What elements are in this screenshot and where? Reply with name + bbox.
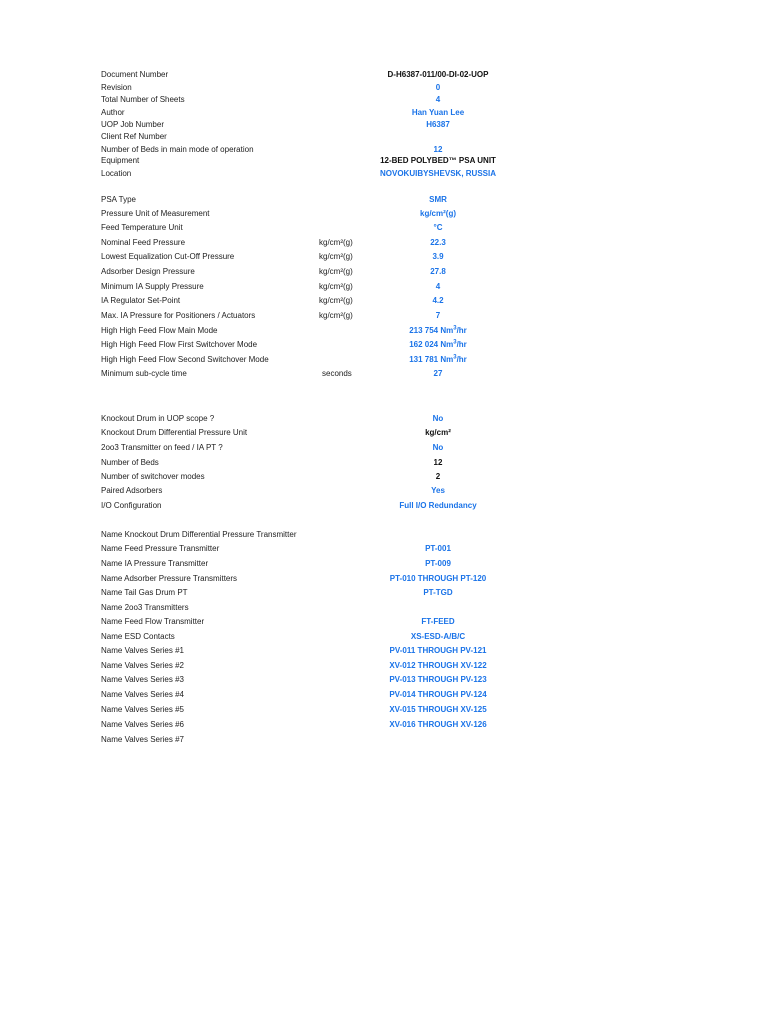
label-name-ia-pt: Name IA Pressure Transmitter bbox=[101, 559, 209, 568]
value-number-of-beds: 12 bbox=[433, 458, 443, 467]
value-lowest-equalization: 3.9 bbox=[432, 252, 444, 261]
label-name-feed-ft: Name Feed Flow Transmitter bbox=[101, 617, 205, 626]
value-uop-job-number: H6387 bbox=[426, 120, 450, 129]
value-name-valves-2: XV-012 THROUGH XV-122 bbox=[389, 661, 487, 670]
row-uop-job-number bbox=[0, 119, 768, 131]
label-hh-feed-second: High High Feed Flow Second Switchover Mode bbox=[101, 355, 269, 364]
row-name-feed-pt bbox=[0, 543, 768, 555]
value-name-tail-gas-pt: PT-TGD bbox=[423, 588, 453, 597]
row-name-valves-6 bbox=[0, 719, 768, 731]
row-max-ia-positioners bbox=[0, 310, 768, 322]
value-ko-drum-dp-unit: kg/cm² bbox=[425, 428, 451, 437]
label-name-valves-5: Name Valves Series #5 bbox=[101, 705, 184, 714]
label-name-2oo3: Name 2oo3 Transmitters bbox=[101, 603, 189, 612]
row-total-sheets bbox=[0, 94, 768, 106]
label-uop-job-number: UOP Job Number bbox=[101, 120, 164, 129]
value-name-feed-pt: PT-001 bbox=[425, 544, 451, 553]
row-name-ia-pt bbox=[0, 558, 768, 570]
row-feed-temp-unit bbox=[0, 222, 768, 234]
row-name-ko-drum-dpt bbox=[0, 529, 768, 541]
value-max-ia-positioners: 7 bbox=[435, 311, 441, 320]
row-revision bbox=[0, 82, 768, 94]
label-switchover-modes: Number of switchover modes bbox=[101, 472, 205, 481]
label-name-esd: Name ESD Contacts bbox=[101, 632, 175, 641]
unit-adsorber-design-pressure: kg/cm²(g) bbox=[319, 267, 353, 276]
row-name-2oo3 bbox=[0, 602, 768, 614]
label-nominal-feed-pressure: Nominal Feed Pressure bbox=[101, 238, 186, 247]
value-psa-type: SMR bbox=[429, 195, 447, 204]
label-name-feed-pt: Name Feed Pressure Transmitter bbox=[101, 544, 220, 553]
label-name-valves-6: Name Valves Series #6 bbox=[101, 720, 184, 729]
value-name-valves-3: PV-013 THROUGH PV-123 bbox=[389, 675, 487, 684]
value-two-oo-three: No bbox=[432, 443, 444, 452]
label-max-ia-positioners: Max. IA Pressure for Positioners / Actuators bbox=[101, 311, 256, 320]
row-name-valves-4 bbox=[0, 689, 768, 701]
value-ia-regulator: 4.2 bbox=[432, 296, 444, 305]
row-name-feed-ft bbox=[0, 616, 768, 628]
unit-min-ia-supply: kg/cm²(g) bbox=[319, 282, 353, 291]
value-name-feed-ft: FT-FEED bbox=[421, 617, 455, 626]
row-name-valves-7 bbox=[0, 734, 768, 746]
unit-ia-regulator: kg/cm²(g) bbox=[319, 296, 353, 305]
unit-min-subcycle: seconds bbox=[322, 369, 352, 378]
row-location bbox=[0, 168, 768, 180]
row-psa-type bbox=[0, 194, 768, 206]
value-pressure-unit: kg/cm²(g) bbox=[420, 209, 456, 218]
row-hh-feed-second bbox=[0, 354, 768, 366]
label-psa-type: PSA Type bbox=[101, 195, 136, 204]
label-io-configuration: I/O Configuration bbox=[101, 501, 162, 510]
label-name-valves-4: Name Valves Series #4 bbox=[101, 690, 184, 699]
row-min-subcycle bbox=[0, 368, 768, 380]
value-name-ia-pt: PT-009 bbox=[425, 559, 451, 568]
value-hh-feed-first: 162 024 Nm$^3$/hr bbox=[409, 339, 467, 349]
label-author: Author bbox=[101, 108, 125, 117]
row-ia-regulator bbox=[0, 295, 768, 307]
label-name-valves-7: Name Valves Series #7 bbox=[101, 735, 184, 744]
row-number-of-beds bbox=[0, 457, 768, 469]
label-name-tail-gas-pt: Name Tail Gas Drum PT bbox=[101, 588, 188, 597]
label-total-sheets: Total Number of Sheets bbox=[101, 95, 185, 104]
value-location: NOVOKUIBYSHEVSK, RUSSIA bbox=[379, 169, 497, 178]
label-location: Location bbox=[101, 169, 132, 178]
label-beds-main-mode: Number of Beds in main mode of operation bbox=[101, 145, 254, 154]
value-paired-adsorbers: Yes bbox=[431, 486, 445, 495]
value-beds-main-mode: 12 bbox=[433, 145, 443, 154]
label-equipment: Equipment bbox=[101, 156, 140, 165]
label-feed-temp-unit: Feed Temperature Unit bbox=[101, 223, 183, 232]
value-io-configuration: Full I/O Redundancy bbox=[399, 501, 477, 510]
value-feed-temp-unit: °C bbox=[433, 223, 443, 232]
label-name-adsorber-pts: Name Adsorber Pressure Transmitters bbox=[101, 574, 238, 583]
row-min-ia-supply bbox=[0, 281, 768, 293]
row-name-valves-3 bbox=[0, 674, 768, 686]
row-ko-drum-dp-unit bbox=[0, 427, 768, 439]
label-number-of-beds: Number of Beds bbox=[101, 458, 159, 467]
row-pressure-unit bbox=[0, 208, 768, 220]
unit-lowest-equalization: kg/cm²(g) bbox=[319, 252, 353, 261]
label-name-valves-1: Name Valves Series #1 bbox=[101, 646, 184, 655]
row-name-valves-2 bbox=[0, 660, 768, 672]
row-lowest-equalization bbox=[0, 251, 768, 263]
value-name-valves-6: XV-016 THROUGH XV-126 bbox=[389, 720, 487, 729]
value-min-ia-supply: 4 bbox=[435, 282, 441, 291]
label-hh-feed-main: High High Feed Flow Main Mode bbox=[101, 326, 218, 335]
value-ko-drum-scope: No bbox=[432, 414, 444, 423]
value-total-sheets: 4 bbox=[435, 95, 441, 104]
value-equipment: 12-BED POLYBED™ PSA UNIT bbox=[380, 156, 496, 165]
row-hh-feed-main bbox=[0, 325, 768, 337]
label-lowest-equalization: Lowest Equalization Cut-Off Pressure bbox=[101, 252, 235, 261]
label-document-number: Document Number bbox=[101, 70, 169, 79]
label-ko-drum-dp-unit: Knockout Drum Differential Pressure Unit bbox=[101, 428, 248, 437]
label-hh-feed-first: High High Feed Flow First Switchover Mode bbox=[101, 340, 258, 349]
row-name-valves-5 bbox=[0, 704, 768, 716]
label-min-ia-supply: Minimum IA Supply Pressure bbox=[101, 282, 204, 291]
value-switchover-modes: 2 bbox=[435, 472, 441, 481]
unit-max-ia-positioners: kg/cm²(g) bbox=[319, 311, 353, 320]
row-name-adsorber-pts bbox=[0, 573, 768, 585]
value-name-valves-1: PV-011 THROUGH PV-121 bbox=[389, 646, 487, 655]
row-document-number bbox=[0, 69, 768, 81]
value-author: Han Yuan Lee bbox=[411, 108, 465, 117]
value-name-valves-5: XV-015 THROUGH XV-125 bbox=[389, 705, 487, 714]
label-name-valves-2: Name Valves Series #2 bbox=[101, 661, 184, 670]
value-adsorber-design-pressure: 27.8 bbox=[430, 267, 446, 276]
value-nominal-feed-pressure: 22.3 bbox=[430, 238, 446, 247]
row-ko-drum-scope bbox=[0, 413, 768, 425]
label-name-valves-3: Name Valves Series #3 bbox=[101, 675, 184, 684]
value-revision: 0 bbox=[435, 83, 441, 92]
row-name-valves-1 bbox=[0, 645, 768, 657]
row-two-oo-three bbox=[0, 442, 768, 454]
label-revision: Revision bbox=[101, 83, 132, 92]
label-ia-regulator: IA Regulator Set-Point bbox=[101, 296, 181, 305]
row-nominal-feed-pressure bbox=[0, 237, 768, 249]
row-paired-adsorbers bbox=[0, 485, 768, 497]
value-document-number: D-H6387-011/00-DI-02-UOP bbox=[387, 70, 489, 79]
unit-nominal-feed-pressure: kg/cm²(g) bbox=[319, 238, 353, 247]
row-name-esd bbox=[0, 631, 768, 643]
value-min-subcycle: 27 bbox=[433, 369, 443, 378]
row-equipment bbox=[0, 155, 768, 167]
value-name-adsorber-pts: PT-010 THROUGH PT-120 bbox=[389, 574, 487, 583]
row-client-ref-number bbox=[0, 131, 768, 143]
value-hh-feed-second: 131 781 Nm$^3$/hr bbox=[409, 354, 467, 364]
label-min-subcycle: Minimum sub-cycle time bbox=[101, 369, 187, 378]
label-pressure-unit: Pressure Unit of Measurement bbox=[101, 209, 210, 218]
row-author bbox=[0, 107, 768, 119]
value-name-esd: XS-ESD-A/B/C bbox=[410, 632, 466, 641]
label-paired-adsorbers: Paired Adsorbers bbox=[101, 486, 163, 495]
value-name-valves-4: PV-014 THROUGH PV-124 bbox=[389, 690, 487, 699]
label-name-ko-drum-dpt: Name Knockout Drum Differential Pressure Transmitter bbox=[101, 530, 297, 539]
label-client-ref-number: Client Ref Number bbox=[101, 132, 167, 141]
row-hh-feed-first bbox=[0, 339, 768, 351]
row-adsorber-design-pressure bbox=[0, 266, 768, 278]
label-adsorber-design-pressure: Adsorber Design Pressure bbox=[101, 267, 195, 276]
label-ko-drum-scope: Knockout Drum in UOP scope ? bbox=[101, 414, 215, 423]
row-switchover-modes bbox=[0, 471, 768, 483]
row-name-tail-gas-pt bbox=[0, 587, 768, 599]
value-hh-feed-main: 213 754 Nm$^3$/hr bbox=[409, 325, 467, 335]
row-io-configuration bbox=[0, 500, 768, 512]
label-two-oo-three: 2oo3 Transmitter on feed / IA PT ? bbox=[101, 443, 223, 452]
